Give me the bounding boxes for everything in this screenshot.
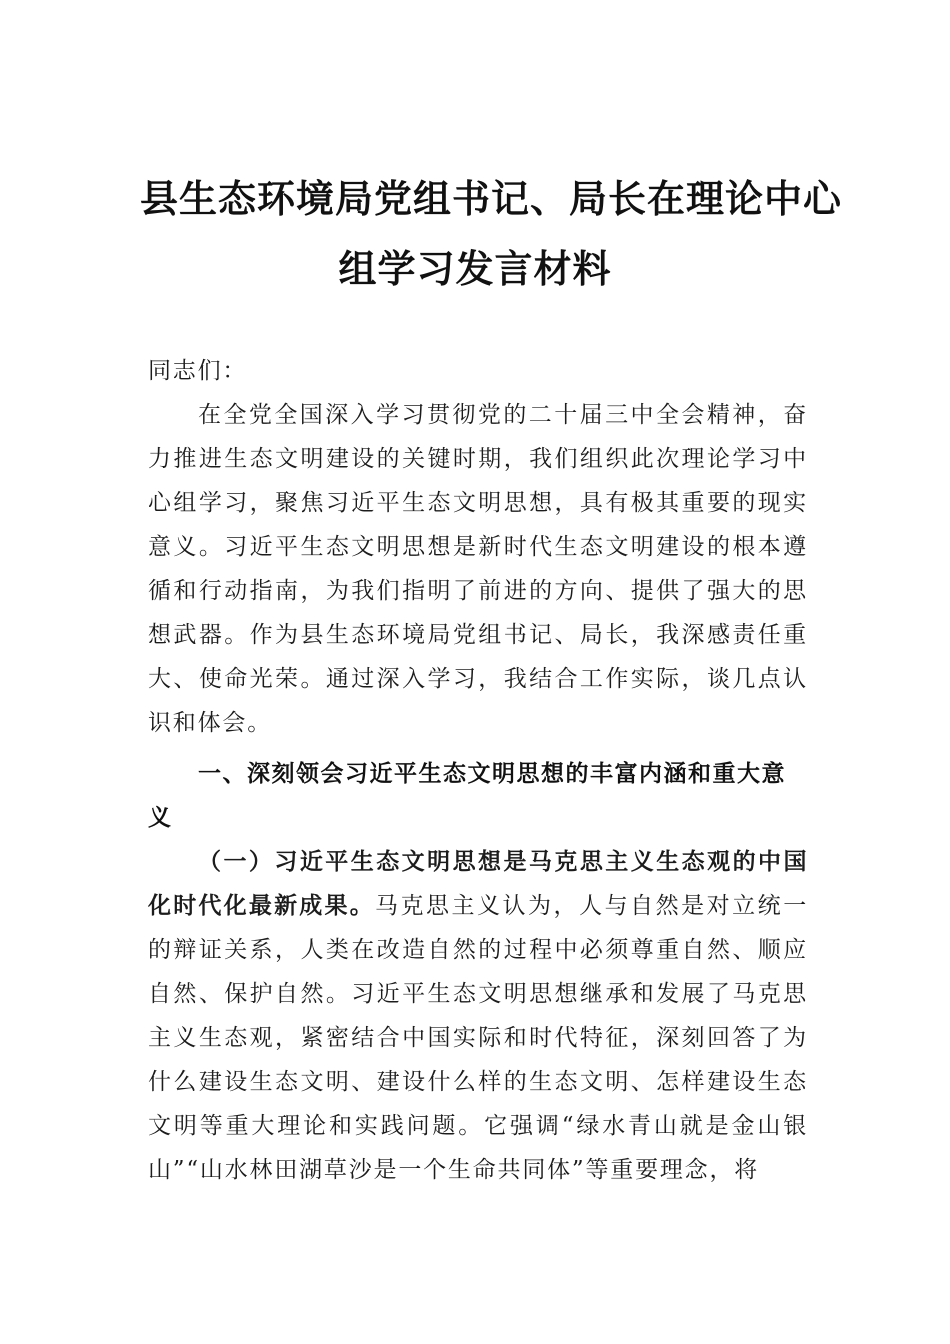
paragraph-intro: 在全党全国深入学习贯彻党的二十届三中全会精神，奋力推进生态文明建设的关键时期，我们组织此次理论学习中心组学习，聚焦习近平生态文明思想，具有极其重要的现实意义。习近平生态文明思想是新时代生态文明建设的根本遵循和行动指南，为我们指明了前进的方向、提供了强大的思想武器。作为县生态环境局党组书记、局长，我深感责任重大、使命光荣。通过深入学习，我结合工作实际，谈几点认识和体会。 bbox=[148, 402, 808, 736]
document-title-line-2: 组学习发言材料 bbox=[338, 246, 612, 291]
section-heading-1: 一、深刻领会习近平生态文明思想的丰富内涵和重大意义 bbox=[148, 761, 786, 831]
document-title-line-1: 县生态环境局党组书记、局长在理论中心 bbox=[140, 176, 843, 221]
paragraph-section-1-1 bbox=[148, 840, 808, 1192]
paragraph-lead-sentence: （一）习近平生态文明思想是马克思主义生态观的中国化时代化最新成果。 bbox=[148, 849, 808, 919]
paragraph-body-text: 马克思主义认为，人与自然是对立统一的辩证关系，人类在改造自然的过程中必须尊重自然、顺应自然、保护自然。习近平生态文明思想继承和发展了马克思主义生态观，紧密结合中国实际和时代特征，深刻回答了为什么建设生态文明、建设什么样的生态文明、怎样建设生态文明等重大理论和实践问题。它强调“绿水青山就是金山银山”“山水林田湖草沙是一个生命共同体”等重要理念，将 bbox=[148, 893, 809, 1183]
salutation: 同志们： bbox=[148, 358, 248, 384]
